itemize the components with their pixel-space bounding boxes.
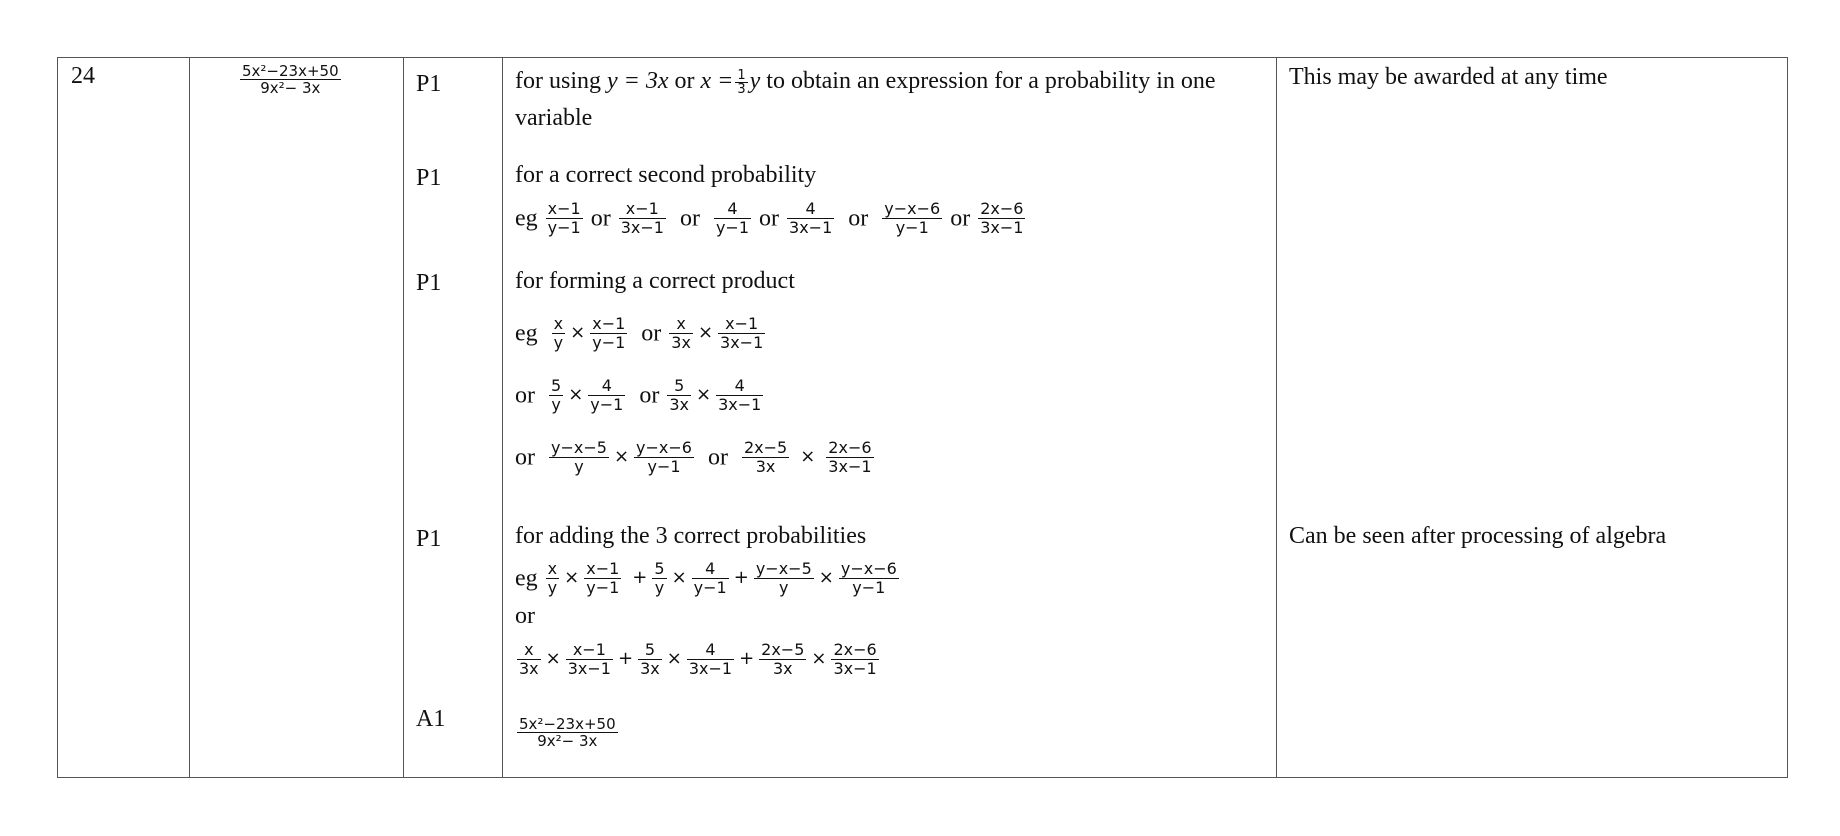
prob-fraction — [716, 377, 763, 414]
fraction-numerator: x−1 — [619, 200, 666, 219]
prob-fraction — [826, 439, 873, 476]
fraction-numerator: y−x−6 — [636, 437, 692, 457]
prob-fraction — [831, 641, 878, 678]
fraction-denominator: y — [574, 456, 584, 476]
times-symbol: × — [613, 446, 630, 468]
fraction-denominator: 3x−1 — [789, 217, 833, 237]
one-third-fraction — [735, 69, 747, 96]
fraction-denominator: 3x−1 — [620, 217, 664, 237]
fraction-numerator: y−x−5 — [551, 437, 607, 457]
prob-fraction — [588, 377, 625, 414]
guidance-1-expr2-rhs: y — [749, 68, 761, 94]
fraction-denominator: y−1 — [852, 577, 886, 597]
fraction-denominator: y−1 — [586, 577, 620, 597]
fraction-denominator: y−1 — [592, 332, 626, 352]
question-number: 24 — [71, 63, 95, 89]
prob-fraction — [634, 439, 694, 476]
or-label: or — [515, 382, 535, 409]
mark-code-3: P1 — [416, 270, 442, 296]
sum-row-1 — [515, 552, 901, 603]
prob-fraction — [718, 315, 765, 352]
fraction-numerator: x−1 — [586, 558, 620, 578]
or-label: or — [639, 382, 660, 409]
mark-code-5: A1 — [416, 706, 446, 732]
fraction-denominator: 3x−1 — [718, 394, 762, 414]
fraction-numerator: x−1 — [718, 315, 765, 334]
times-symbol: × — [570, 322, 586, 344]
answer-denominator: 9x²− 3x — [260, 79, 321, 97]
fraction-numerator: 5 — [654, 558, 665, 578]
or-label: or — [590, 205, 611, 232]
or-label: or — [641, 320, 662, 347]
times-symbol: × — [818, 567, 834, 589]
fraction-numerator: 4 — [687, 641, 734, 660]
fraction-denominator: y — [553, 332, 564, 352]
prob-fraction — [549, 439, 609, 476]
fraction-numerator: y−x−6 — [840, 558, 897, 578]
times-symbol: × — [696, 384, 712, 406]
prob-fraction — [552, 315, 565, 352]
fraction-denominator: y — [654, 577, 665, 597]
times-symbol: × — [697, 322, 714, 344]
fraction-denominator: 3x — [640, 658, 660, 678]
fraction-denominator: y — [547, 577, 558, 597]
guidance-1-or: or — [674, 68, 695, 94]
or-label: or — [759, 205, 780, 232]
prob-fraction — [566, 641, 613, 678]
fraction-denominator: y−1 — [715, 217, 750, 237]
or-label: or — [950, 205, 971, 232]
prob-fraction — [692, 560, 729, 597]
fraction-numerator: x — [669, 315, 693, 334]
eg-label: eg — [515, 320, 538, 347]
column-divider — [502, 58, 503, 777]
times-symbol: × — [671, 567, 687, 589]
fraction-denominator: 3x — [519, 658, 539, 678]
guidance-4: for adding the 3 correct probabilities — [515, 523, 867, 549]
fraction-denominator: 9x²− 3x — [537, 731, 598, 750]
prob-fraction — [687, 641, 734, 678]
fraction-numerator: 5x²−23x+50 — [519, 714, 616, 733]
column-divider — [189, 58, 190, 777]
fraction-denominator: 3x — [669, 394, 689, 414]
fraction-numerator: y−x−6 — [884, 198, 941, 218]
fraction-denominator: 3 — [737, 81, 746, 97]
prob-fraction — [619, 200, 666, 237]
sum-or-label: or — [515, 603, 535, 629]
fraction-numerator: 5 — [551, 375, 562, 395]
fraction-numerator: 2x−6 — [828, 437, 872, 457]
fraction-denominator: 3x−1 — [828, 456, 872, 476]
eg-label: eg — [515, 205, 538, 232]
fraction-numerator: 4 — [787, 200, 834, 219]
fraction-denominator: 3x−1 — [567, 658, 611, 678]
answer-fraction — [517, 716, 618, 749]
product-row-1 — [515, 307, 767, 358]
plus-symbol: + — [617, 648, 634, 670]
comment-1: This may be awarded at any time — [1289, 64, 1608, 90]
answer-numerator: 5x²−23x+50 — [242, 62, 339, 80]
prob-fraction — [787, 200, 834, 237]
fraction-numerator: 2x−6 — [980, 198, 1024, 218]
fraction-denominator: 3x — [755, 456, 776, 476]
fraction-denominator: 3x — [671, 332, 691, 352]
fraction-denominator: y — [551, 394, 561, 414]
fraction-numerator: 1 — [737, 67, 746, 83]
fraction-denominator: y−1 — [547, 217, 581, 237]
answer-fraction — [240, 63, 341, 96]
guidance-2-examples — [515, 192, 1027, 243]
mark-code-1: P1 — [416, 71, 442, 97]
fraction-numerator: 2x−6 — [833, 639, 877, 659]
column-divider — [1276, 58, 1277, 777]
fraction-denominator: 3x−1 — [833, 658, 877, 678]
fraction-denominator: y — [779, 577, 789, 597]
plus-symbol: + — [733, 567, 749, 589]
fraction-denominator: 3x−1 — [720, 332, 764, 352]
comment-4: Can be seen after processing of algebra — [1289, 523, 1667, 549]
or-label: or — [679, 205, 700, 232]
prob-fraction — [517, 641, 541, 678]
fraction-denominator: y−1 — [647, 456, 681, 476]
fraction-numerator: x−1 — [566, 641, 613, 660]
guidance-1-expr1: y = 3x — [607, 68, 669, 94]
prob-fraction — [590, 315, 627, 352]
fraction-denominator: 3x — [772, 658, 793, 678]
eg-label: eg — [515, 565, 538, 592]
guidance-5 — [515, 706, 620, 756]
guidance-1-line2: variable — [515, 105, 593, 131]
guidance-2: for a correct second probability — [515, 162, 817, 188]
fraction-denominator: y−1 — [590, 394, 624, 414]
fraction-numerator: x — [553, 313, 564, 333]
prob-fraction — [549, 377, 563, 414]
or-label: or — [515, 444, 535, 471]
column-divider — [403, 58, 404, 777]
prob-fraction — [638, 641, 662, 678]
times-symbol: × — [811, 648, 827, 670]
fraction-numerator: 5 — [667, 377, 691, 396]
guidance-1 — [515, 63, 1216, 99]
fraction-numerator: x−1 — [547, 198, 581, 218]
or-label: or — [707, 444, 728, 471]
prob-fraction — [546, 560, 559, 597]
times-symbol: × — [545, 648, 561, 670]
fraction-numerator: x — [547, 558, 558, 578]
mark-code-4: P1 — [416, 526, 442, 552]
prob-fraction — [759, 641, 806, 678]
prob-fraction — [714, 200, 751, 237]
prob-fraction — [882, 200, 942, 237]
product-row-3 — [515, 431, 876, 482]
prob-fraction — [742, 439, 789, 476]
prob-fraction — [669, 315, 693, 352]
guidance-1-suffix: to obtain an expression for a probability in one — [766, 68, 1216, 94]
fraction-denominator: y−1 — [693, 577, 727, 597]
fraction-numerator: 2x−5 — [743, 437, 788, 457]
fraction-numerator: 4 — [714, 200, 751, 219]
or-label: or — [848, 205, 869, 232]
prob-fraction — [667, 377, 691, 414]
times-symbol: × — [564, 567, 580, 589]
fraction-numerator: x — [517, 641, 541, 660]
fraction-denominator: y−1 — [895, 217, 929, 237]
plus-symbol: + — [632, 567, 648, 589]
fraction-numerator: 2x−5 — [761, 639, 805, 659]
plus-symbol: + — [739, 648, 755, 670]
times-symbol: × — [800, 446, 816, 468]
prob-fraction — [584, 560, 621, 597]
prob-fraction — [546, 200, 583, 237]
guidance-3: for forming a correct product — [515, 268, 795, 294]
guidance-1-prefix: for using — [515, 68, 601, 94]
times-symbol: × — [666, 648, 682, 670]
prob-fraction — [839, 560, 899, 597]
fraction-numerator: 4 — [716, 377, 763, 396]
mark-code-2: P1 — [416, 165, 442, 191]
fraction-numerator: y−x−5 — [755, 558, 812, 578]
prob-fraction — [754, 560, 814, 597]
prob-fraction — [978, 200, 1025, 237]
fraction-denominator: 3x−1 — [688, 658, 733, 678]
times-symbol: × — [568, 384, 584, 406]
fraction-numerator: 4 — [692, 560, 729, 579]
sum-row-2 — [515, 633, 881, 684]
guidance-1-expr2-lhs: x = — [700, 68, 734, 94]
product-row-2 — [515, 369, 765, 420]
final-answer — [238, 63, 343, 96]
fraction-numerator: 5 — [638, 641, 662, 660]
fraction-denominator: 3x−1 — [980, 217, 1024, 237]
mark-scheme-table — [57, 57, 1788, 778]
prob-fraction — [652, 560, 666, 597]
fraction-numerator: 4 — [588, 377, 625, 396]
fraction-numerator: x−1 — [592, 313, 626, 333]
